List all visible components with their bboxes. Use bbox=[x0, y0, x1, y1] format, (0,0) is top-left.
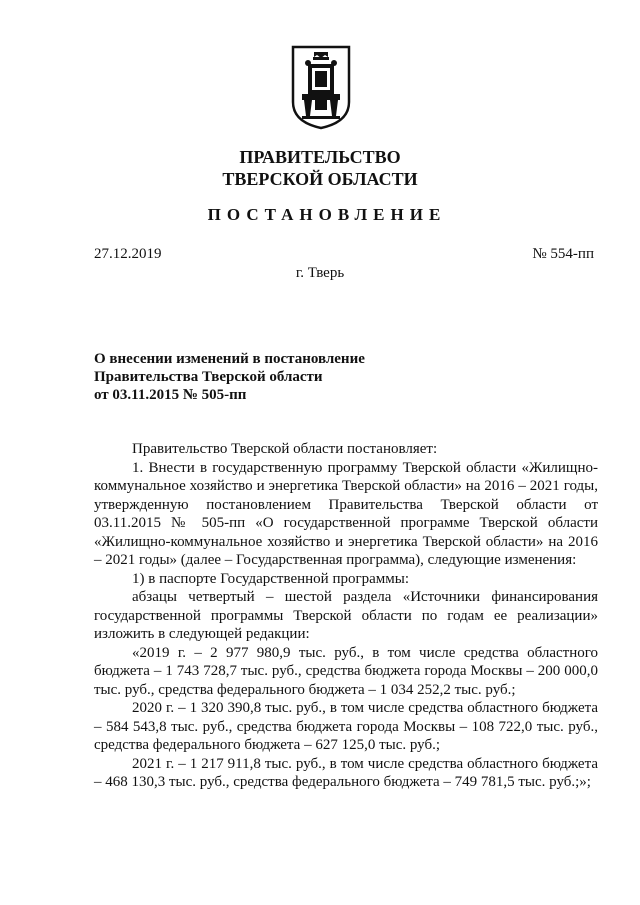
subject-line: Правительства Тверской области bbox=[94, 369, 323, 385]
subject-line: от 03.11.2015 № 505-пп bbox=[94, 387, 247, 403]
document-body bbox=[94, 440, 598, 792]
body-paragraph: абзацы четвертый – шестой раздела «Источники финансирования государственной программы Тверской области по годам ее реализации» изложить в следующей редакции: bbox=[94, 589, 598, 642]
document-number: № 554-пп bbox=[532, 246, 594, 262]
body-paragraph: 2020 г. – 1 320 390,8 тыс. руб., в том числе средства областного бюджета – 584 543,8 тыс. руб., средства бюджета города Москвы – 108 722,0 тыс. руб., средства федерального бюджета – 627 125,0 тыс. руб.; bbox=[94, 700, 598, 753]
document-type: ПОСТАНОВЛЕНИЕ bbox=[207, 205, 447, 224]
government-name-line1: ПРАВИТЕЛЬСТВО bbox=[239, 147, 401, 167]
body-paragraph: «2019 г. – 2 977 980,9 тыс. руб., в том числе средства областного бюджета – 1 743 728,7 тыс. руб., средства бюджета города Москвы – 200 000,0 тыс. руб., средства федерального бюджета – 1 034 252,2 тыс. руб.; bbox=[94, 644, 598, 698]
document-city: г. Тверь bbox=[295, 265, 345, 281]
body-paragraph: Правительство Тверской области постановляет: bbox=[132, 441, 438, 457]
coat-of-arms-icon bbox=[290, 44, 352, 130]
subject-line: О внесении изменений в постановление bbox=[94, 351, 365, 367]
body-paragraph: 1) в паспорте Государственной программы: bbox=[132, 570, 410, 587]
document-subject bbox=[94, 350, 365, 404]
document-date: 27.12.2019 bbox=[94, 246, 162, 262]
body-paragraph: 2021 г. – 1 217 911,8 тыс. руб., в том числе средства областного бюджета – 468 130,3 тыс. руб., средства федерального бюджета – 749 781,5 тыс. руб.;»; bbox=[94, 755, 598, 790]
government-name-line2: ТВЕРСКОЙ ОБЛАСТИ bbox=[222, 169, 418, 189]
body-paragraph: 1. Внести в государственную программу Тверской области «Жилищно-коммунальное хозяйство и энергетика Тверской области» на 2016 – 2021 годы, утвержденную постановлением Правительства Тверской области от 03.11.2015 № 505-пп «О государственной программе Тверской области «Жилищно-коммунальное хозяйство и энергетика Тверской области» на 2016 – 2021 годы» (далее – Государственная программа), следующие изменения: bbox=[94, 459, 598, 568]
